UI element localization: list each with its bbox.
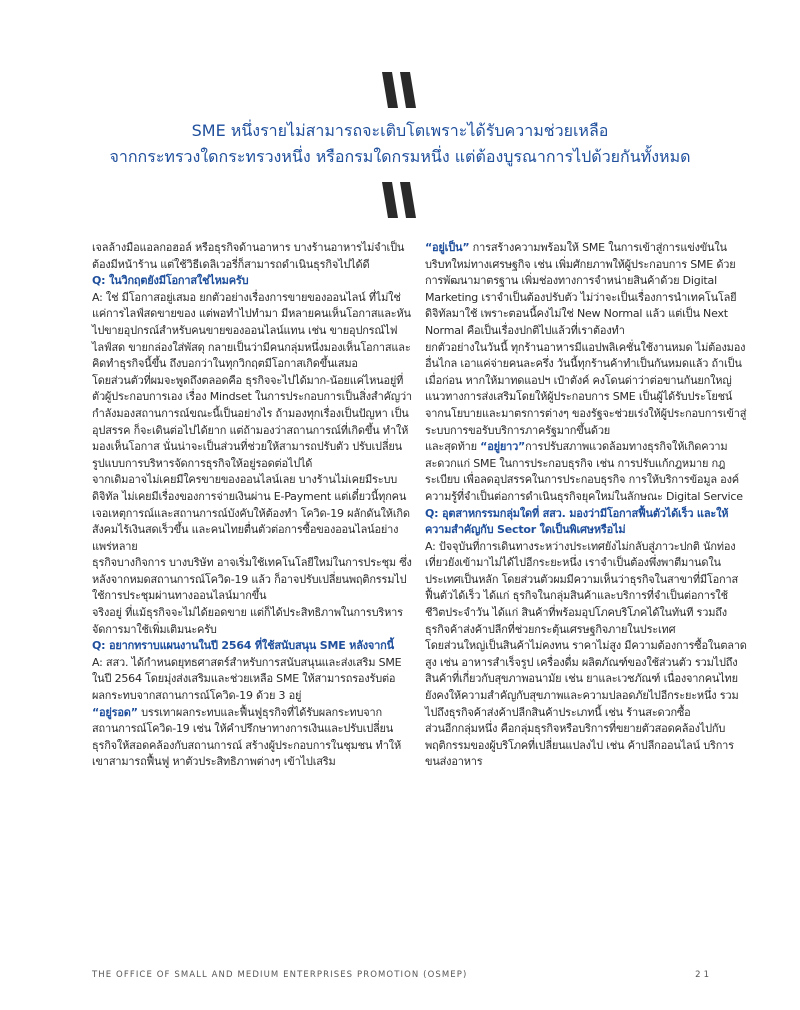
interview-question: Q: อยากทราบแผนงานในปี 2564 ที่ใช้สนับสนุน SME หลังจากนี้	[92, 639, 394, 653]
page-number: 21	[695, 970, 712, 980]
quote-mark-icon	[0, 182, 800, 222]
paragraph-text: บรรเทาผลกระทบและฟื้นฟูธุรกิจที่ได้รับผลกระทบจากสถานการณ์โควิด-19 เช่น ให้คำปรึกษาทางการเงินและปรับเปลี่ยนธุรกิจให้สอดคล้องกับสถานการณ์ สร้างผู้ประกอบการในชุมชน ทำให้เขาสามารถฟื้นฟู หาตัวประสิทธิภาพต่างๆ เข้าไปเสริม	[92, 705, 401, 769]
quote-mark-icon	[0, 72, 800, 112]
interview-answer: A: สสว. ได้กำหนดยุทธศาสตร์สำหรับการสนับสนุนและส่งเสริม SME ในปี 2564 โดยมุ่งส่งเสริมและช่วยเหลือ SME ให้สามารถรองรับต่อผลกระทบจากสถานการณ์โควิด-19 ด้วย 3 อยู่	[92, 655, 402, 703]
highlight-term: “อยู่รอด”	[92, 705, 138, 719]
paragraph: ยกตัวอย่างในวันนี้ ทุกร้านอาหารมีแอปพลิเคชั่นใช้งานหมด ไม่ต้องมองอื่นไกล เอาแค่จ่ายคนละครึ่ง วันนี้ทุกร้านค้าทำเป็นกันหมดแล้ว ถ้าเป็นเมื่อก่อน หากให้มาทดแอปฯ เป๋าตังค์ คงโดนด่าว่าต่อขานกันยกใหญ่ แนวทางการส่งเสริมโดยให้ผู้ประกอบการ SME เป็นผู้ได้รับประโยชน์จากนโยบายและมาตรการต่างๆ ของรัฐจะช่วยเร่งให้ผู้ประกอบการเข้าสู่ระบบการขอรับบริการภาครัฐมากขึ้นด้วย	[425, 340, 747, 437]
paragraph: โดยส่วนใหญ่เป็นสินค้าไม่คงทน ราคาไม่สูง มีความต้องการซื้อในตลาดสูง เช่น อาหารสำเร็จรูป เครื่องดื่ม ผลิตภัณฑ์ของใช้ส่วนตัว รวมไปถึงสินค้าที่เกี่ยวกับสุขภาพอนามัย เช่น ยาและเวชภัณฑ์ เนื่องจากคนไทยยังคงให้ความสำคัญกับสุขภาพและความปลอดภัยไปอีกระยะหนึ่ง รวมไปถึงธุรกิจค้าส่งค้าปลีกสินค้าประเภทนี้ เช่น ร้านสะดวกซื้อ	[425, 639, 747, 719]
paragraph: เจลล้างมือแอลกอฮอล์ หรือธุรกิจด้านอาหาร บางร้านอาหารไม่จำเป็นต้องมีหน้าร้าน แต่ใช้วิธีเดลิเวอรี่ก็สามารถดำเนินธุรกิจไปได้ดี	[92, 241, 405, 271]
highlight-term: “อยู่ยาว”	[480, 440, 526, 454]
interview-question: Q: อุตสาหกรรมกลุ่มใดที่ สสว. มองว่ามีโอกาสฟื้นตัวได้เร็ว และให้ความสำคัญกับ Sector ใดเป็นพิเศษหรือไม่	[425, 506, 729, 537]
pull-quote-line-1: SME หนึ่งรายไม่สามารถจะเติบโตเพราะได้รับความช่วยเหลือ	[191, 121, 609, 140]
pull-quote-line-2: จากกระทรวงใดกระทรวงหนึ่ง หรือกรมใดกรมหนึ่ง แต่ต้องบูรณาการไปด้วยกันทั้งหมด	[109, 147, 691, 166]
interview-answer: A: ปัจจุบันที่การเดินทางระหว่างประเทศยังไม่กลับสู่ภาวะปกติ นักท่องเที่ยวยังเข้ามาไม่ได้ไปอีกระยะหนึ่ง เราจำเป็นต้องพึ่งพาตีมานดในประเทศเป็นหลัก โดยส่วนตัวผมมีความเห็นว่าธุรกิจในสาขาที่มีโอกาสฟื้นตัวได้เร็ว ได้แก่ ธุรกิจในกลุ่มสินค้าและบริการที่จำเป็นต่อการใช้ชีวิตประจำวัน ได้แก่ สินค้าที่พร้อมอุปโภคบริโภคได้ในทันที รวมถึงธุรกิจค้าส่งค้าปลีกที่ช่วยกระตุ้นเศรษฐกิจภายในประเทศ	[425, 539, 738, 636]
article-column-right	[425, 240, 747, 771]
paragraph-text: การสร้างความพร้อมให้ SME ในการเข้าสู่การแข่งขันในบริบทใหม่ทางเศรษฐกิจ เช่น เพิ่มศักยภาพให้ผู้ประกอบการ SME ด้วยการพัฒนามาตรฐาน เพิ่มช่องทางการจำหน่ายสินค้าด้วย Digital Marketing เราจำเป็นต้องปรับตัว ไม่ว่าจะเป็นเรื่องการนำเทคโนโลยีดิจิทัลมาใช้ เพราะตอนนี้คงไม่ใช่ New Normal แล้ว แต่เป็น Next Normal คือเป็นเรื่องปกติไปแล้วที่เราต้องทำ	[425, 241, 737, 337]
interview-answer: A: ใช่ มีโอกาสอยู่เสมอ ยกตัวอย่างเรื่องการขายของออนไลน์ ที่ไม่ใช่แค่การไลฟ์สดขายของ แต่พอทำไปทำมา มีหลายคนเห็นโอกาสและหันไปขายอุปกรณ์สำหรับคนขายของออนไลน์แทน เช่น ขายอุปกรณ์ไฟไลฟ์สด ขายกล่องใส่พัสดุ กลายเป็นว่ามีคนกลุ่มหนึ่งมองเห็นโอกาสและคิดทำธุรกิจนี้ขึ้น ถึงบอกว่าในทุกวิกฤตมีโอกาสเกิดขึ้นเสมอ	[92, 290, 411, 371]
pull-quote	[60, 118, 740, 170]
paragraph: จริงอยู่ ที่แม้ธุรกิจจะไม่ได้ยอดขาย แต่ก็ได้ประสิทธิภาพในการบริหารจัดการมาใช้เพิ่มเติมนะครับ	[92, 606, 403, 636]
article-column-left	[92, 240, 414, 771]
paragraph-text: การปรับสภาพแวดล้อมทางธุรกิจให้เกิดความสะดวกแก่ SME ในการประกอบธุรกิจ เช่น การปรับแก้กฎหมาย กฎระเบียบ เพื่อลดอุปสรรคในการประกอบธุรกิจ การให้บริการข้อมูล องค์ความรู้ที่จำเป็นต่อการดำเนินธุรกิจยุคใหม่ในลักษณะ Digital Service	[425, 440, 743, 503]
paragraph	[92, 705, 414, 771]
paragraph: ส่วนอีกกลุ่มหนึ่ง คือกลุ่มธุรกิจหรือบริการที่ขยายตัวสอดคล้องไปกับพฤติกรรมของผู้บริโภคที่เปลี่ยนแปลงไป เช่น ค้าปลีกออนไลน์ บริการขนส่งอาหาร	[425, 722, 734, 769]
paragraph: โดยส่วนตัวที่ผมจะพูดถึงตลอดคือ ธุรกิจจะไปได้มาก-น้อยแค่ไหนอยู่ที่ตัวผู้ประกอบการเอง เรื่อง Mindset ในการประกอบการเป็นสิ่งสำคัญว่ากำลังมองสถานการณ์ขณะนี้เป็นอย่างไร ถ้ามองทุกเรื่องเป็นปัญหา เป็นอุปสรรค ก็จะเดินต่อไปได้ยาก แต่ถ้ามองว่าสถานการณ์ที่เกิดขึ้น ทำให้มองเห็นโอกาส นั่นน่าจะเป็นส่วนที่ช่วยให้สามารถปรับตัว ปรับเปลี่ยนรูปแบบการบริหารจัดการธุรกิจให้อยู่รอดต่อไปได้	[92, 373, 412, 470]
highlight-term: “อยู่เป็น”	[425, 241, 470, 254]
paragraph	[425, 439, 747, 505]
paragraph-text: และสุดท้าย	[425, 440, 481, 454]
paragraph	[425, 240, 747, 340]
paragraph: จากเดิมอาจไม่เคยมีใครขายของออนไลน์เลย บางร้านไม่เคยมีระบบดิจิทัล ไม่เคยมีเรื่องของการจ่ายเงินผ่าน E-Payment แต่เดี๋ยวนี้ทุกคนเจอเหตุการณ์และสถานการณ์บังคับให้ต้องทำ โควิด-19 ผลักดันให้เกิดสังคมไร้เงินสดเร็วขึ้น และคนไทยตื่นตัวต่อการซื้อของออนไลน์อย่างแพร่หลาย	[92, 473, 410, 553]
paragraph: ธุรกิจบางกิจการ บางบริษัท อาจเริ่มใช้เทคโนโลยีใหม่ในการประชุม ซึ่งหลังจากหมดสถานการณ์โควิด-19 แล้ว ก็อาจปรับเปลี่ยนพฤติกรรมไปใช้การประชุมผ่านทางออนไลน์มากขึ้น	[92, 556, 412, 603]
interview-question: Q: ในวิกฤตยังมีโอกาสใช่ไหมครับ	[92, 274, 249, 288]
footer-organization: THE OFFICE OF SMALL AND MEDIUM ENTERPRISES PROMOTION (OSMEP)	[92, 970, 468, 980]
